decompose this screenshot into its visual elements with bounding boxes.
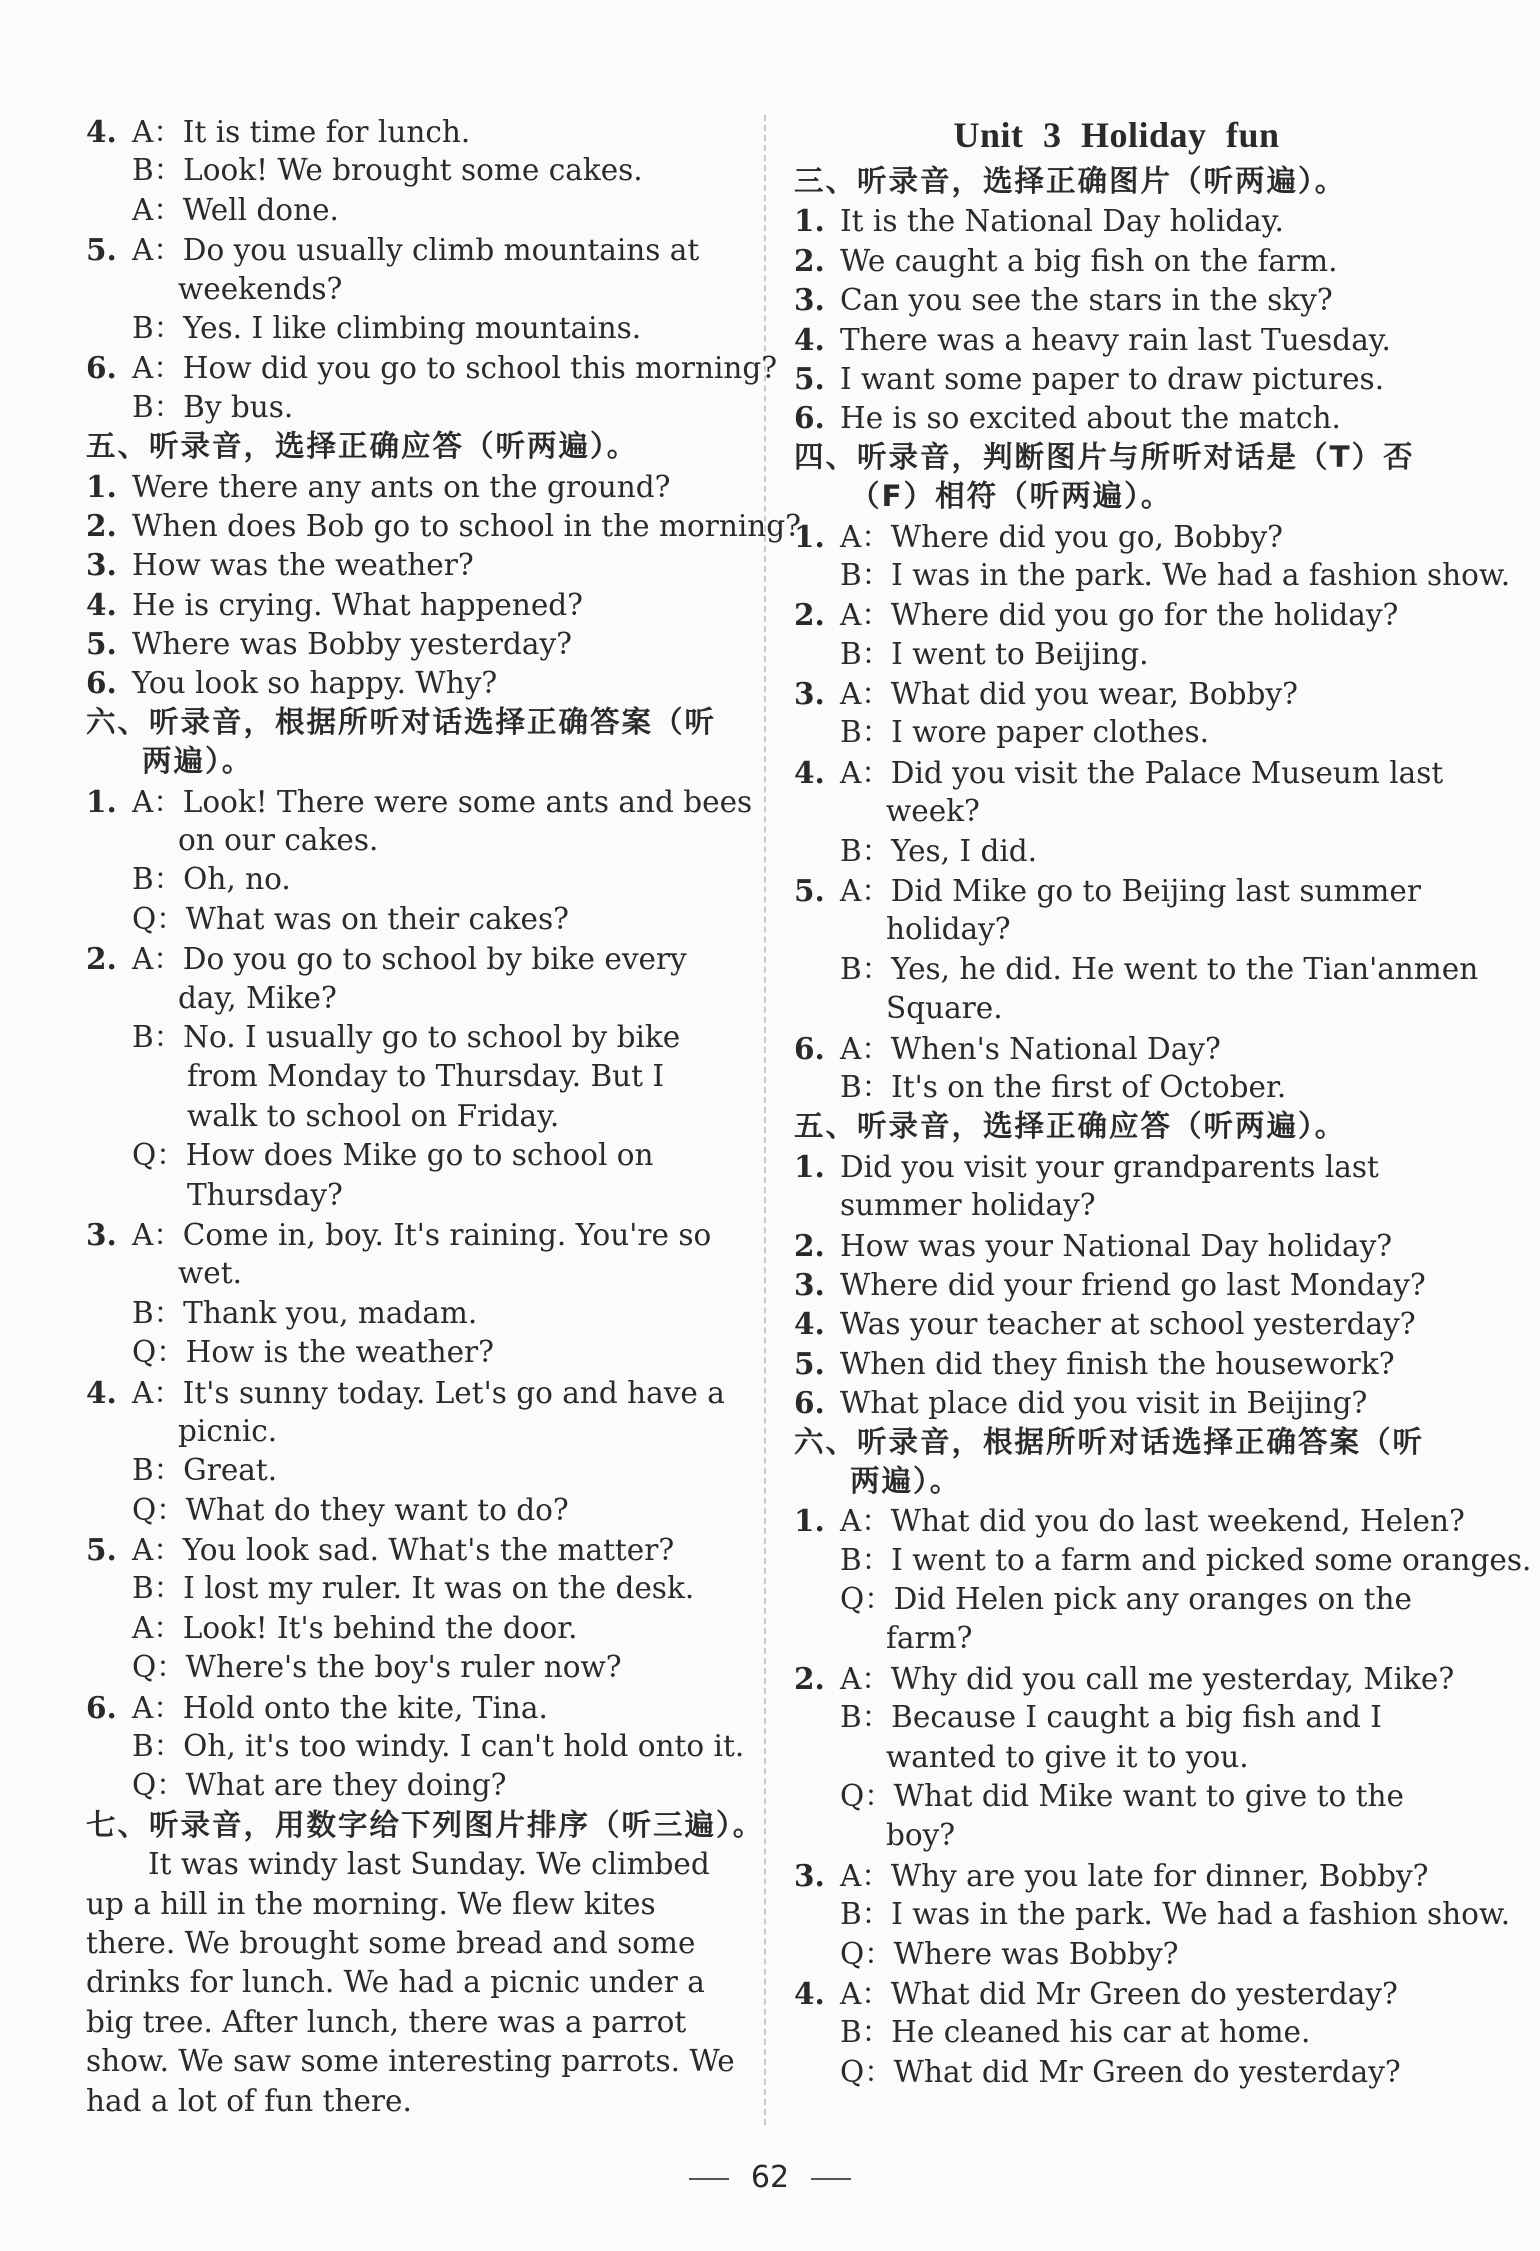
text-line bbox=[794, 1186, 1439, 1225]
line-text: He is so excited about the match. bbox=[840, 401, 1341, 436]
line-text: farm? bbox=[886, 1621, 973, 1656]
text-line bbox=[794, 320, 1439, 359]
text-line bbox=[86, 388, 731, 427]
line-text: Q：What was on their cakes? bbox=[132, 901, 569, 936]
section-heading bbox=[794, 1423, 1439, 1462]
line-text: A：Why did you call me yesterday, Mike? bbox=[840, 1661, 1455, 1696]
line-text: Did you visit your grandparents last bbox=[840, 1149, 1379, 1184]
text-line bbox=[86, 1727, 745, 1766]
line-text: summer holiday? bbox=[840, 1188, 1096, 1223]
line-text: holiday? bbox=[886, 912, 1011, 947]
line-text: A：Where did you go, Bobby? bbox=[840, 519, 1283, 554]
text-line bbox=[86, 1215, 731, 1254]
line-text: What place did you visit in Beijing? bbox=[840, 1386, 1368, 1421]
text-line bbox=[86, 1845, 731, 1884]
line-text: on our cakes. bbox=[178, 823, 379, 858]
text-line bbox=[86, 1373, 731, 1412]
line-text: from Monday to Thursday. But I bbox=[187, 1059, 665, 1094]
line-text: big tree. After lunch, there was a parrot bbox=[86, 2004, 687, 2039]
text-line bbox=[794, 1344, 1439, 1383]
line-text: B：Oh, no. bbox=[132, 862, 291, 897]
line-text: B：Yes. I like climbing mountains. bbox=[132, 310, 642, 345]
text-line bbox=[794, 2013, 1439, 2052]
text-line bbox=[86, 1333, 731, 1372]
line-text: wanted to give it to you. bbox=[886, 1739, 1249, 1774]
item-number: 2. bbox=[794, 1660, 825, 1696]
line-text: Q：What did Mr Green do yesterday? bbox=[840, 2054, 1401, 2089]
text-line bbox=[86, 191, 731, 230]
item-number: 5. bbox=[794, 1345, 825, 1381]
item-number: 3. bbox=[86, 547, 117, 583]
item-number: 6. bbox=[86, 350, 117, 386]
text-line bbox=[86, 1688, 731, 1727]
unit-title: Unit 3 Holiday fun bbox=[953, 115, 1280, 155]
line-text: A：Why are you late for dinner, Bobby? bbox=[840, 1858, 1429, 1893]
text-line bbox=[86, 1963, 731, 2002]
line-text: wet. bbox=[178, 1256, 242, 1291]
text-line bbox=[794, 1619, 1439, 1658]
line-text: B：It's on the first of October. bbox=[840, 1069, 1287, 1104]
item-number: 6. bbox=[86, 1689, 117, 1725]
line-text: Q：How does Mike go to school on bbox=[132, 1138, 654, 1173]
item-number: 5. bbox=[86, 1532, 117, 1568]
section-heading bbox=[794, 1107, 1439, 1146]
item-number: 2. bbox=[794, 597, 825, 633]
text-line bbox=[794, 398, 1439, 437]
line-text: B：No. I usually go to school by bike bbox=[132, 1019, 681, 1054]
text-line bbox=[86, 821, 731, 860]
item-number: 2. bbox=[794, 242, 825, 278]
text-line bbox=[794, 1147, 1439, 1186]
line-text: boy? bbox=[886, 1818, 956, 1853]
right-column bbox=[794, 112, 1532, 2092]
text-line bbox=[86, 1136, 731, 1175]
line-text: drinks for lunch. We had a picnic under a bbox=[86, 1965, 705, 2000]
text-line bbox=[794, 1698, 1439, 1737]
line-text: Square. bbox=[886, 991, 1003, 1026]
section-heading bbox=[794, 162, 1439, 201]
page-number: 62 bbox=[750, 2160, 790, 2195]
text-line bbox=[794, 1304, 1439, 1343]
left-column bbox=[86, 112, 801, 2121]
line-text: I want some paper to draw pictures. bbox=[840, 361, 1385, 396]
text-line bbox=[86, 900, 731, 939]
text-line bbox=[86, 1294, 731, 1333]
page-footer bbox=[0, 2160, 1540, 2195]
line-text: B：He cleaned his car at home. bbox=[840, 2015, 1311, 2050]
footer-dash-left bbox=[689, 2178, 729, 2180]
footer-dash-right bbox=[811, 2178, 851, 2180]
line-text: walk to school on Friday. bbox=[187, 1098, 560, 1133]
text-line bbox=[794, 1226, 1439, 1265]
section-heading bbox=[794, 1462, 1439, 1501]
text-line bbox=[86, 309, 731, 348]
column-divider bbox=[764, 115, 766, 2125]
item-number: 3. bbox=[86, 1216, 117, 1252]
item-number: 4. bbox=[794, 1306, 825, 1342]
text-line bbox=[86, 663, 731, 702]
item-number: 3. bbox=[794, 1266, 825, 1302]
text-line bbox=[86, 1097, 731, 1136]
item-number: 4. bbox=[794, 754, 825, 790]
item-number: 4. bbox=[794, 1975, 825, 2011]
text-line bbox=[86, 2003, 731, 2042]
line-text: 六、听录音，根据所听对话选择正确答案（听 bbox=[794, 1424, 1425, 1459]
text-line bbox=[794, 1974, 1439, 2013]
text-line bbox=[86, 1569, 731, 1608]
item-number: 1. bbox=[86, 468, 117, 504]
item-number: 6. bbox=[794, 1385, 825, 1421]
text-line bbox=[794, 910, 1439, 949]
line-text: You look so happy. Why? bbox=[132, 666, 498, 701]
line-text: A：Come in, boy. It's raining. You're so bbox=[132, 1217, 712, 1252]
item-number: 4. bbox=[794, 321, 825, 357]
line-text: How was your National Day holiday? bbox=[840, 1228, 1393, 1263]
text-line bbox=[794, 1580, 1439, 1619]
text-line bbox=[794, 556, 1511, 595]
item-number: 1. bbox=[794, 518, 825, 554]
text-line bbox=[794, 713, 1439, 752]
text-line bbox=[794, 2053, 1439, 2092]
line-text: B：By bus. bbox=[132, 389, 294, 424]
line-text: 五、听录音，选择正确应答（听两遍）。 bbox=[794, 1109, 1347, 1144]
section-heading bbox=[86, 427, 731, 466]
text-line bbox=[794, 989, 1439, 1028]
item-number: 5. bbox=[794, 360, 825, 396]
text-line bbox=[794, 1501, 1465, 1540]
line-text: up a hill in the morning. We flew kites bbox=[86, 1886, 656, 1921]
text-line bbox=[86, 270, 731, 309]
text-line bbox=[86, 860, 731, 899]
line-text: A：Do you usually climb mountains at bbox=[132, 233, 700, 268]
line-text: B：Oh, it's too windy. I can't hold onto it. bbox=[132, 1729, 745, 1764]
line-text: had a lot of fun there. bbox=[86, 2083, 412, 2118]
text-line bbox=[86, 1412, 731, 1451]
item-number: 1. bbox=[86, 783, 117, 819]
line-text: A：What did you do last weekend, Helen? bbox=[840, 1504, 1465, 1539]
line-text: It was windy last Sunday. We climbed bbox=[148, 1847, 710, 1882]
item-number: 1. bbox=[794, 1148, 825, 1184]
line-text: B：I went to a farm and picked some oranges. bbox=[840, 1542, 1532, 1577]
item-number: 5. bbox=[86, 626, 117, 662]
text-line bbox=[86, 151, 731, 190]
item-number: 2. bbox=[86, 941, 117, 977]
line-text: A：Look! There were some ants and bees bbox=[132, 784, 753, 819]
text-line bbox=[86, 1491, 731, 1530]
text-line bbox=[794, 1856, 1439, 1895]
line-text: day, Mike? bbox=[178, 980, 337, 1015]
text-line bbox=[794, 1383, 1439, 1422]
item-number: 1. bbox=[794, 203, 825, 239]
section-heading bbox=[794, 438, 1439, 477]
item-number: 4. bbox=[86, 586, 117, 622]
line-text: Q：What are they doing? bbox=[132, 1768, 507, 1803]
line-text: How was the weather? bbox=[132, 548, 474, 583]
section-heading bbox=[86, 703, 731, 742]
line-text: A：You look sad. What's the matter? bbox=[132, 1533, 675, 1568]
line-text: B：Look! We brought some cakes. bbox=[132, 153, 643, 188]
line-text: there. We brought some bread and some bbox=[86, 1925, 696, 1960]
line-text: B：I was in the park. We had a fashion show. bbox=[840, 557, 1511, 592]
line-text: A：Look! It's behind the door. bbox=[132, 1610, 578, 1645]
line-text: 两遍）。 bbox=[142, 744, 254, 779]
text-line bbox=[86, 1530, 731, 1569]
item-number: 5. bbox=[86, 232, 117, 268]
text-line bbox=[86, 2042, 735, 2081]
line-text: A：When's National Day? bbox=[840, 1031, 1221, 1066]
line-text: Was your teacher at school yesterday? bbox=[840, 1307, 1416, 1342]
text-line bbox=[794, 832, 1439, 871]
line-text: A：Did you visit the Palace Museum last bbox=[840, 755, 1444, 790]
line-text: A：What did Mr Green do yesterday? bbox=[840, 1976, 1398, 2011]
line-text: When does Bob go to school in the morning? bbox=[132, 508, 801, 543]
section-heading bbox=[86, 742, 731, 781]
line-text: 三、听录音，选择正确图片（听两遍）。 bbox=[794, 164, 1347, 198]
item-number: 6. bbox=[86, 665, 117, 701]
line-text: picnic. bbox=[178, 1413, 278, 1448]
line-text: A：Hold onto the kite, Tina. bbox=[132, 1690, 548, 1725]
text-line bbox=[86, 1254, 731, 1293]
text-line bbox=[86, 1766, 731, 1805]
text-line bbox=[86, 1057, 731, 1096]
line-text: （F）相符（听两遍）。 bbox=[850, 479, 1173, 514]
line-text: A：Did Mike go to Beijing last summer bbox=[840, 874, 1421, 909]
text-line bbox=[794, 280, 1439, 319]
text-line bbox=[86, 1924, 731, 1963]
item-number: 2. bbox=[86, 507, 117, 543]
line-text: Q：What did Mike want to give to the bbox=[840, 1779, 1404, 1814]
line-text: B：Yes, he did. He went to the Tian'anmen bbox=[840, 951, 1479, 986]
line-text: B：I lost my ruler. It was on the desk. bbox=[132, 1571, 695, 1606]
text-line bbox=[794, 1935, 1439, 1974]
line-text: A：Well done. bbox=[132, 192, 339, 227]
line-text: Can you see the stars in the sky? bbox=[840, 283, 1333, 318]
text-line bbox=[794, 201, 1439, 240]
line-text: Q：How is the weather? bbox=[132, 1335, 494, 1370]
text-line bbox=[794, 1029, 1439, 1068]
line-text: A：It's sunny today. Let's go and have a bbox=[132, 1375, 725, 1410]
line-text: B：Yes, I did. bbox=[840, 833, 1038, 868]
line-text: week? bbox=[886, 794, 980, 829]
text-line bbox=[794, 1816, 1439, 1855]
line-text: Q：What do they want to do? bbox=[132, 1492, 569, 1527]
line-text: He is crying. What happened? bbox=[132, 587, 583, 622]
line-text: weekends? bbox=[178, 271, 343, 306]
text-line bbox=[794, 674, 1439, 713]
line-text: A：It is time for lunch. bbox=[132, 115, 471, 149]
text-line bbox=[794, 595, 1439, 634]
text-line bbox=[86, 1176, 731, 1215]
item-number: 4. bbox=[86, 1374, 117, 1410]
text-line bbox=[794, 1265, 1439, 1304]
line-text: A：Where did you go for the holiday? bbox=[840, 598, 1399, 633]
item-number: 5. bbox=[794, 873, 825, 909]
line-text: B：Because I caught a big fish and I bbox=[840, 1700, 1382, 1735]
text-line bbox=[86, 624, 731, 663]
line-text: B：I was in the park. We had a fashion show. bbox=[840, 1897, 1511, 1932]
text-line bbox=[86, 939, 731, 978]
text-line bbox=[86, 467, 731, 506]
text-line bbox=[86, 545, 731, 584]
text-line bbox=[794, 753, 1444, 792]
line-text: show. We saw some interesting parrots. We bbox=[86, 2044, 735, 2079]
line-text: B：Thank you, madam. bbox=[132, 1295, 478, 1330]
item-number: 2. bbox=[794, 1227, 825, 1263]
text-line bbox=[794, 792, 1439, 831]
text-line bbox=[794, 1777, 1439, 1816]
text-line bbox=[794, 871, 1439, 910]
item-number: 6. bbox=[794, 400, 825, 436]
line-text: There was a heavy rain last Tuesday. bbox=[840, 322, 1391, 357]
text-line bbox=[86, 230, 731, 269]
line-text: Where was Bobby yesterday? bbox=[132, 627, 572, 662]
line-text: A：How did you go to school this morning? bbox=[132, 351, 778, 386]
text-line bbox=[86, 1648, 731, 1687]
item-number: 6. bbox=[794, 1030, 825, 1066]
text-line bbox=[86, 348, 778, 387]
line-text: 七、听录音，用数字给下列图片排序（听三遍）。 bbox=[86, 1807, 765, 1842]
line-text: When did they finish the housework? bbox=[840, 1346, 1395, 1381]
text-line bbox=[794, 517, 1439, 556]
text-line bbox=[794, 1659, 1455, 1698]
line-text: 四、听录音，判断图片与所听对话是（T）否 bbox=[794, 439, 1415, 474]
line-text: Q：Where's the boy's ruler now? bbox=[132, 1650, 622, 1685]
line-text: B：I went to Beijing. bbox=[840, 636, 1149, 671]
text-line bbox=[794, 635, 1439, 674]
line-text: Were there any ants on the ground? bbox=[132, 469, 671, 504]
text-line bbox=[794, 241, 1439, 280]
text-line bbox=[794, 1738, 1439, 1777]
item-number: 3. bbox=[794, 1857, 825, 1893]
text-line bbox=[794, 359, 1439, 398]
item-number: 3. bbox=[794, 282, 825, 318]
text-line bbox=[794, 1068, 1439, 1107]
text-line bbox=[86, 506, 801, 545]
text-line bbox=[86, 1609, 731, 1648]
text-line bbox=[794, 1541, 1532, 1580]
text-line bbox=[794, 950, 1479, 989]
line-text: 两遍）。 bbox=[850, 1463, 962, 1498]
text-line bbox=[86, 2082, 731, 2121]
line-text: Q：Did Helen pick any oranges on the bbox=[840, 1582, 1412, 1617]
text-line bbox=[794, 1895, 1511, 1934]
line-text: 六、听录音，根据所听对话选择正确答案（听 bbox=[86, 704, 717, 739]
text-line bbox=[86, 1885, 731, 1924]
section-heading bbox=[86, 1806, 765, 1845]
item-number: 3. bbox=[794, 676, 825, 712]
text-line bbox=[86, 112, 731, 151]
section-heading bbox=[794, 477, 1439, 516]
line-text: B：I wore paper clothes. bbox=[840, 715, 1209, 750]
text-line bbox=[86, 979, 731, 1018]
item-number: 1. bbox=[794, 1503, 825, 1539]
line-text: It is the National Day holiday. bbox=[840, 204, 1284, 239]
line-text: B：Great. bbox=[132, 1453, 278, 1488]
line-text: We caught a big fish on the farm. bbox=[840, 243, 1338, 278]
line-text: Q：Where was Bobby? bbox=[840, 1936, 1179, 1971]
line-text: A：Do you go to school by bike every bbox=[132, 942, 687, 977]
text-line bbox=[86, 1018, 731, 1057]
text-line bbox=[86, 1451, 731, 1490]
item-number: 4. bbox=[86, 114, 117, 149]
line-text: A：What did you wear, Bobby? bbox=[840, 677, 1298, 712]
line-text: 五、听录音，选择正确应答（听两遍）。 bbox=[86, 429, 639, 464]
text-line bbox=[86, 782, 753, 821]
line-text: Where did your friend go last Monday? bbox=[840, 1267, 1426, 1302]
text-line bbox=[86, 585, 731, 624]
line-text: Thursday? bbox=[187, 1177, 343, 1212]
